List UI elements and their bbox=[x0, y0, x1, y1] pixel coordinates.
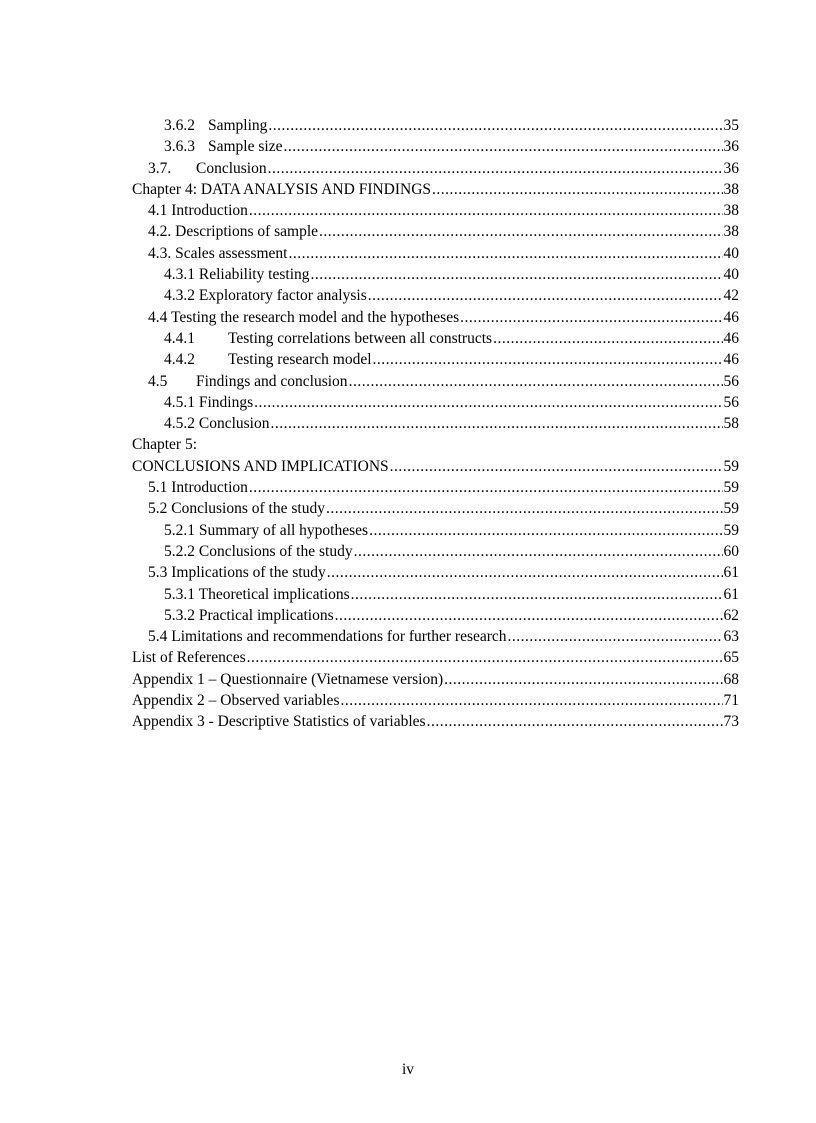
toc-entry[interactable] bbox=[132, 605, 739, 626]
toc-entry-page: 59 bbox=[723, 457, 739, 475]
toc-entry-number: 3.7. bbox=[148, 159, 172, 177]
toc-entry-page: 46 bbox=[723, 329, 739, 347]
toc-entry-page: 73 bbox=[723, 713, 739, 731]
toc-entry-page: 71 bbox=[723, 692, 739, 710]
toc-entry[interactable] bbox=[132, 115, 739, 136]
toc-dot-leader bbox=[327, 562, 723, 583]
toc-entry-title: Chapter 5: bbox=[132, 436, 197, 454]
toc-dot-leader bbox=[288, 243, 722, 264]
toc-entry-page: 61 bbox=[723, 585, 739, 603]
toc-entry-page: 59 bbox=[723, 500, 739, 518]
toc-entry-page: 35 bbox=[723, 117, 739, 134]
toc-entry[interactable] bbox=[132, 179, 739, 200]
toc-entry-title: 5.3.2 Practical implications bbox=[164, 606, 334, 624]
toc-dot-leader bbox=[369, 520, 722, 541]
toc-dot-leader bbox=[368, 285, 723, 306]
toc-entry-page: 36 bbox=[723, 159, 739, 177]
toc-entry[interactable] bbox=[132, 158, 739, 179]
toc-entry[interactable] bbox=[132, 690, 739, 711]
toc-dot-leader bbox=[373, 349, 723, 370]
toc-entry-title: Appendix 1 – Questionnaire (Vietnamese version) bbox=[132, 670, 444, 688]
toc-entry[interactable] bbox=[132, 562, 739, 583]
toc-entry-page: 46 bbox=[723, 308, 739, 326]
toc-entry-title: 5.3.1 Theoretical implications bbox=[164, 585, 350, 603]
toc-dot-leader bbox=[283, 136, 722, 157]
toc-entry-title: 5.2.1 Summary of all hypotheses bbox=[164, 521, 369, 539]
toc-entry[interactable] bbox=[132, 647, 739, 668]
toc-entry[interactable] bbox=[132, 349, 739, 370]
toc-entry-page: 58 bbox=[723, 415, 739, 433]
toc-dot-leader bbox=[349, 371, 723, 392]
toc-entry[interactable] bbox=[132, 136, 739, 157]
toc-entry-title: 5.2.2 Conclusions of the study bbox=[164, 542, 353, 560]
toc-entry[interactable] bbox=[132, 520, 739, 541]
toc-dot-leader bbox=[335, 605, 723, 626]
toc-entry[interactable] bbox=[132, 711, 739, 732]
toc-dot-leader bbox=[247, 647, 723, 668]
toc-dot-leader bbox=[351, 584, 723, 605]
toc-entry-title: 5.4 Limitations and recommendations for further research bbox=[148, 628, 507, 646]
toc-entry[interactable] bbox=[132, 264, 739, 285]
toc-entry-title: 5.1 Introduction bbox=[148, 479, 248, 497]
toc-entry-title: 4.3.2 Exploratory factor analysis bbox=[164, 287, 367, 305]
toc-dot-leader bbox=[390, 456, 723, 477]
toc-entry[interactable] bbox=[132, 584, 739, 605]
toc-dot-leader bbox=[254, 392, 722, 413]
toc-dot-leader bbox=[319, 221, 722, 242]
toc-dot-leader bbox=[354, 541, 723, 562]
toc-entry-number: 3.6.3 bbox=[164, 138, 195, 156]
toc-dot-leader bbox=[249, 477, 723, 498]
toc-entry-page: 62 bbox=[723, 606, 739, 624]
toc-entry-title: Chapter 4: DATA ANALYSIS AND FINDINGS bbox=[132, 180, 432, 198]
toc-entry[interactable] bbox=[132, 307, 739, 328]
toc-dot-leader bbox=[311, 264, 723, 285]
toc-entry-title: Conclusion bbox=[196, 159, 267, 177]
toc-entry-page: 61 bbox=[723, 564, 739, 582]
toc-entry-title: 5.2 Conclusions of the study bbox=[148, 500, 325, 518]
toc-dot-leader bbox=[249, 200, 723, 221]
toc-entry[interactable] bbox=[132, 434, 739, 455]
toc-entry[interactable] bbox=[132, 498, 739, 519]
toc-entry-page: 46 bbox=[723, 351, 739, 369]
toc-entry-title: Appendix 3 - Descriptive Statistics of variables bbox=[132, 713, 426, 731]
toc-entry-title: Testing correlations between all constructs bbox=[228, 329, 493, 347]
toc-entry-title: 4.5.2 Conclusion bbox=[164, 415, 270, 433]
toc-entry-title: Sampling bbox=[208, 117, 268, 134]
toc-entry-page: 60 bbox=[723, 542, 739, 560]
toc-entry[interactable] bbox=[132, 328, 739, 349]
table-of-contents bbox=[132, 115, 739, 733]
page-number: iv bbox=[401, 1061, 415, 1078]
toc-entry-title: 5.3 Implications of the study bbox=[148, 564, 326, 582]
toc-entry[interactable] bbox=[132, 626, 739, 647]
toc-entry-page: 36 bbox=[723, 138, 739, 156]
toc-entry[interactable] bbox=[132, 413, 739, 434]
toc-entry-page: 65 bbox=[723, 649, 739, 667]
toc-dot-leader bbox=[508, 626, 723, 647]
toc-entry-title: Testing research model bbox=[228, 351, 372, 369]
toc-entry-page: 38 bbox=[723, 180, 739, 198]
toc-entry[interactable] bbox=[132, 477, 739, 498]
toc-entry-page: 63 bbox=[723, 628, 739, 646]
toc-dot-leader bbox=[493, 328, 722, 349]
toc-entry-title: 4.3. Scales assessment bbox=[148, 244, 288, 262]
toc-entry-title: List of References bbox=[132, 649, 246, 667]
toc-dot-leader bbox=[444, 669, 722, 690]
toc-entry-page: 40 bbox=[723, 266, 739, 284]
toc-entry-title: 4.5.1 Findings bbox=[164, 393, 254, 411]
toc-entry[interactable] bbox=[132, 221, 739, 242]
toc-dot-leader bbox=[326, 498, 723, 519]
toc-dot-leader bbox=[427, 711, 723, 732]
toc-entry-title: 4.4 Testing the research model and the hypotheses bbox=[148, 308, 460, 326]
toc-entry-page: 38 bbox=[723, 223, 739, 241]
toc-entry[interactable] bbox=[132, 456, 739, 477]
toc-dot-leader bbox=[460, 307, 722, 328]
toc-entry-title: 4.1 Introduction bbox=[148, 202, 248, 220]
toc-entry-title: Sample size bbox=[208, 138, 283, 156]
toc-entry-title: 4.2. Descriptions of sample bbox=[148, 223, 319, 241]
toc-entry-title: CONCLUSIONS AND IMPLICATIONS bbox=[132, 457, 389, 475]
toc-entry-title: Findings and conclusion bbox=[196, 372, 348, 390]
toc-entry-page: 56 bbox=[723, 372, 739, 390]
toc-entry-title: 4.3.1 Reliability testing bbox=[164, 266, 310, 284]
toc-entry[interactable] bbox=[132, 371, 739, 392]
toc-entry[interactable] bbox=[132, 285, 739, 306]
toc-dot-leader bbox=[340, 690, 722, 711]
toc-dot-leader bbox=[271, 413, 723, 434]
toc-entry[interactable] bbox=[132, 243, 739, 264]
toc-entry-page: 40 bbox=[723, 244, 739, 262]
toc-entry[interactable] bbox=[132, 541, 739, 562]
toc-entry-page: 68 bbox=[723, 670, 739, 688]
toc-entry[interactable] bbox=[132, 669, 739, 690]
toc-entry-number: 4.4.2 bbox=[164, 351, 195, 369]
toc-dot-leader bbox=[268, 158, 723, 179]
toc-entry-page: 59 bbox=[723, 479, 739, 497]
toc-entry[interactable] bbox=[132, 200, 739, 221]
toc-entry[interactable] bbox=[132, 392, 739, 413]
toc-entry-number: 4.4.1 bbox=[164, 329, 195, 347]
toc-entry-number: 4.5 bbox=[148, 372, 168, 390]
toc-entry-title: Appendix 2 – Observed variables bbox=[132, 692, 340, 710]
toc-entry-page: 38 bbox=[723, 202, 739, 220]
toc-entry-number: 3.6.2 bbox=[164, 117, 195, 134]
toc-entry-page: 56 bbox=[723, 393, 739, 411]
toc-dot-leader bbox=[432, 179, 722, 200]
toc-entry-page: 59 bbox=[723, 521, 739, 539]
toc-dot-leader bbox=[268, 115, 722, 136]
toc-entry-page: 42 bbox=[723, 287, 739, 305]
